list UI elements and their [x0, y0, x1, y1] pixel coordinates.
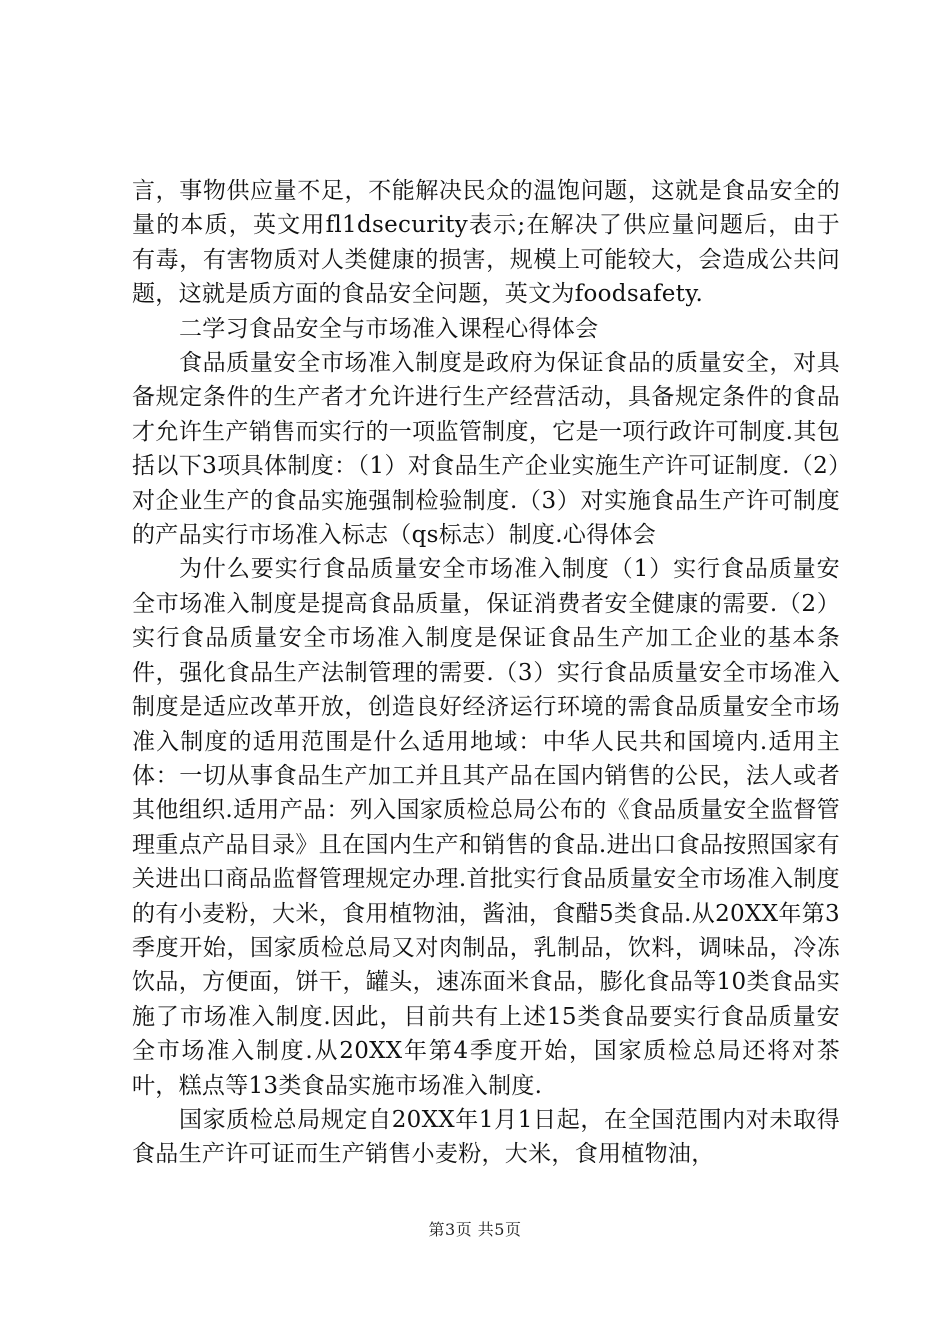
page-number-footer: 第3页 共5页	[428, 1220, 522, 1239]
section-heading: 二学习食品安全与市场准入课程心得体会	[179, 315, 599, 342]
document-body	[132, 174, 840, 1172]
paragraph-continuation: 言，事物供应量不足，不能解决民众的温饱问题，这就是食品安全的量的本质，英文用fl1dsecurity表示;在解决了供应量问题后，由于有毒，有害物质对人类健康的损害，规模上可能较大，会造成公共问题，这就是质方面的食品安全问题，英文为foodsafety.	[132, 178, 840, 308]
paragraph-regulation-date: 国家质检总局规定自20XX年1月1日起，在全国范围内对未取得食品生产许可证而生产销售小麦粉，大米，食用植物油，	[132, 1106, 840, 1168]
paragraph-why-implement: 为什么要实行食品质量安全市场准入制度（1）实行食品质量安全市场准入制度是提高食品质量，保证消费者安全健康的需要.（2）实行食品质量安全市场准入制度是保证食品生产加工企业的基本条件，强化食品生产法制管理的需要.（3）实行食品质量安全市场准入制度是适应改革开放，创造良好经济运行环境的需食品质量安全市场准入制度的适用范围是什么适用地域：中华人民共和国境内.适用主体：一切从事食品生产加工并且其产品在国内销售的公民，法人或者其他组织.适用产品：列入国家质检总局公布的《食品质量安全监督管理重点产品目录》且在国内生产和销售的食品.进出口食品按照国家有关进出口商品监督管理规定办理.首批实行食品质量安全市场准入制度的有小麦粉，大米，食用植物油，酱油，食醋5类食品.从20XX年第3季度开始，国家质检总局又对肉制品，乳制品，饮料，调味品，冷冻饮品，方便面，饼干，罐头，速冻面米食品，膨化食品等10类食品实施了市场准入制度.因此，目前共有上述15类食品要实行食品质量安全市场准入制度.从20XX年第4季度开始，国家质检总局还将对茶叶，糕点等13类食品实施市场准入制度.	[132, 556, 840, 1099]
paragraph-market-access-definition: 食品质量安全市场准入制度是政府为保证食品的质量安全，对具备规定条件的生产者才允许进行生产经营活动，具备规定条件的食品才允许生产销售而实行的一项监管制度，它是一项行政许可制度.其包括以下3项具体制度：（1）对食品生产企业实施生产许可证制度.（2）对企业生产的食品实施强制检验制度.（3）对实施食品生产许可制度的产品实行市场准入标志（qs标志）制度.心得体会	[132, 350, 840, 549]
